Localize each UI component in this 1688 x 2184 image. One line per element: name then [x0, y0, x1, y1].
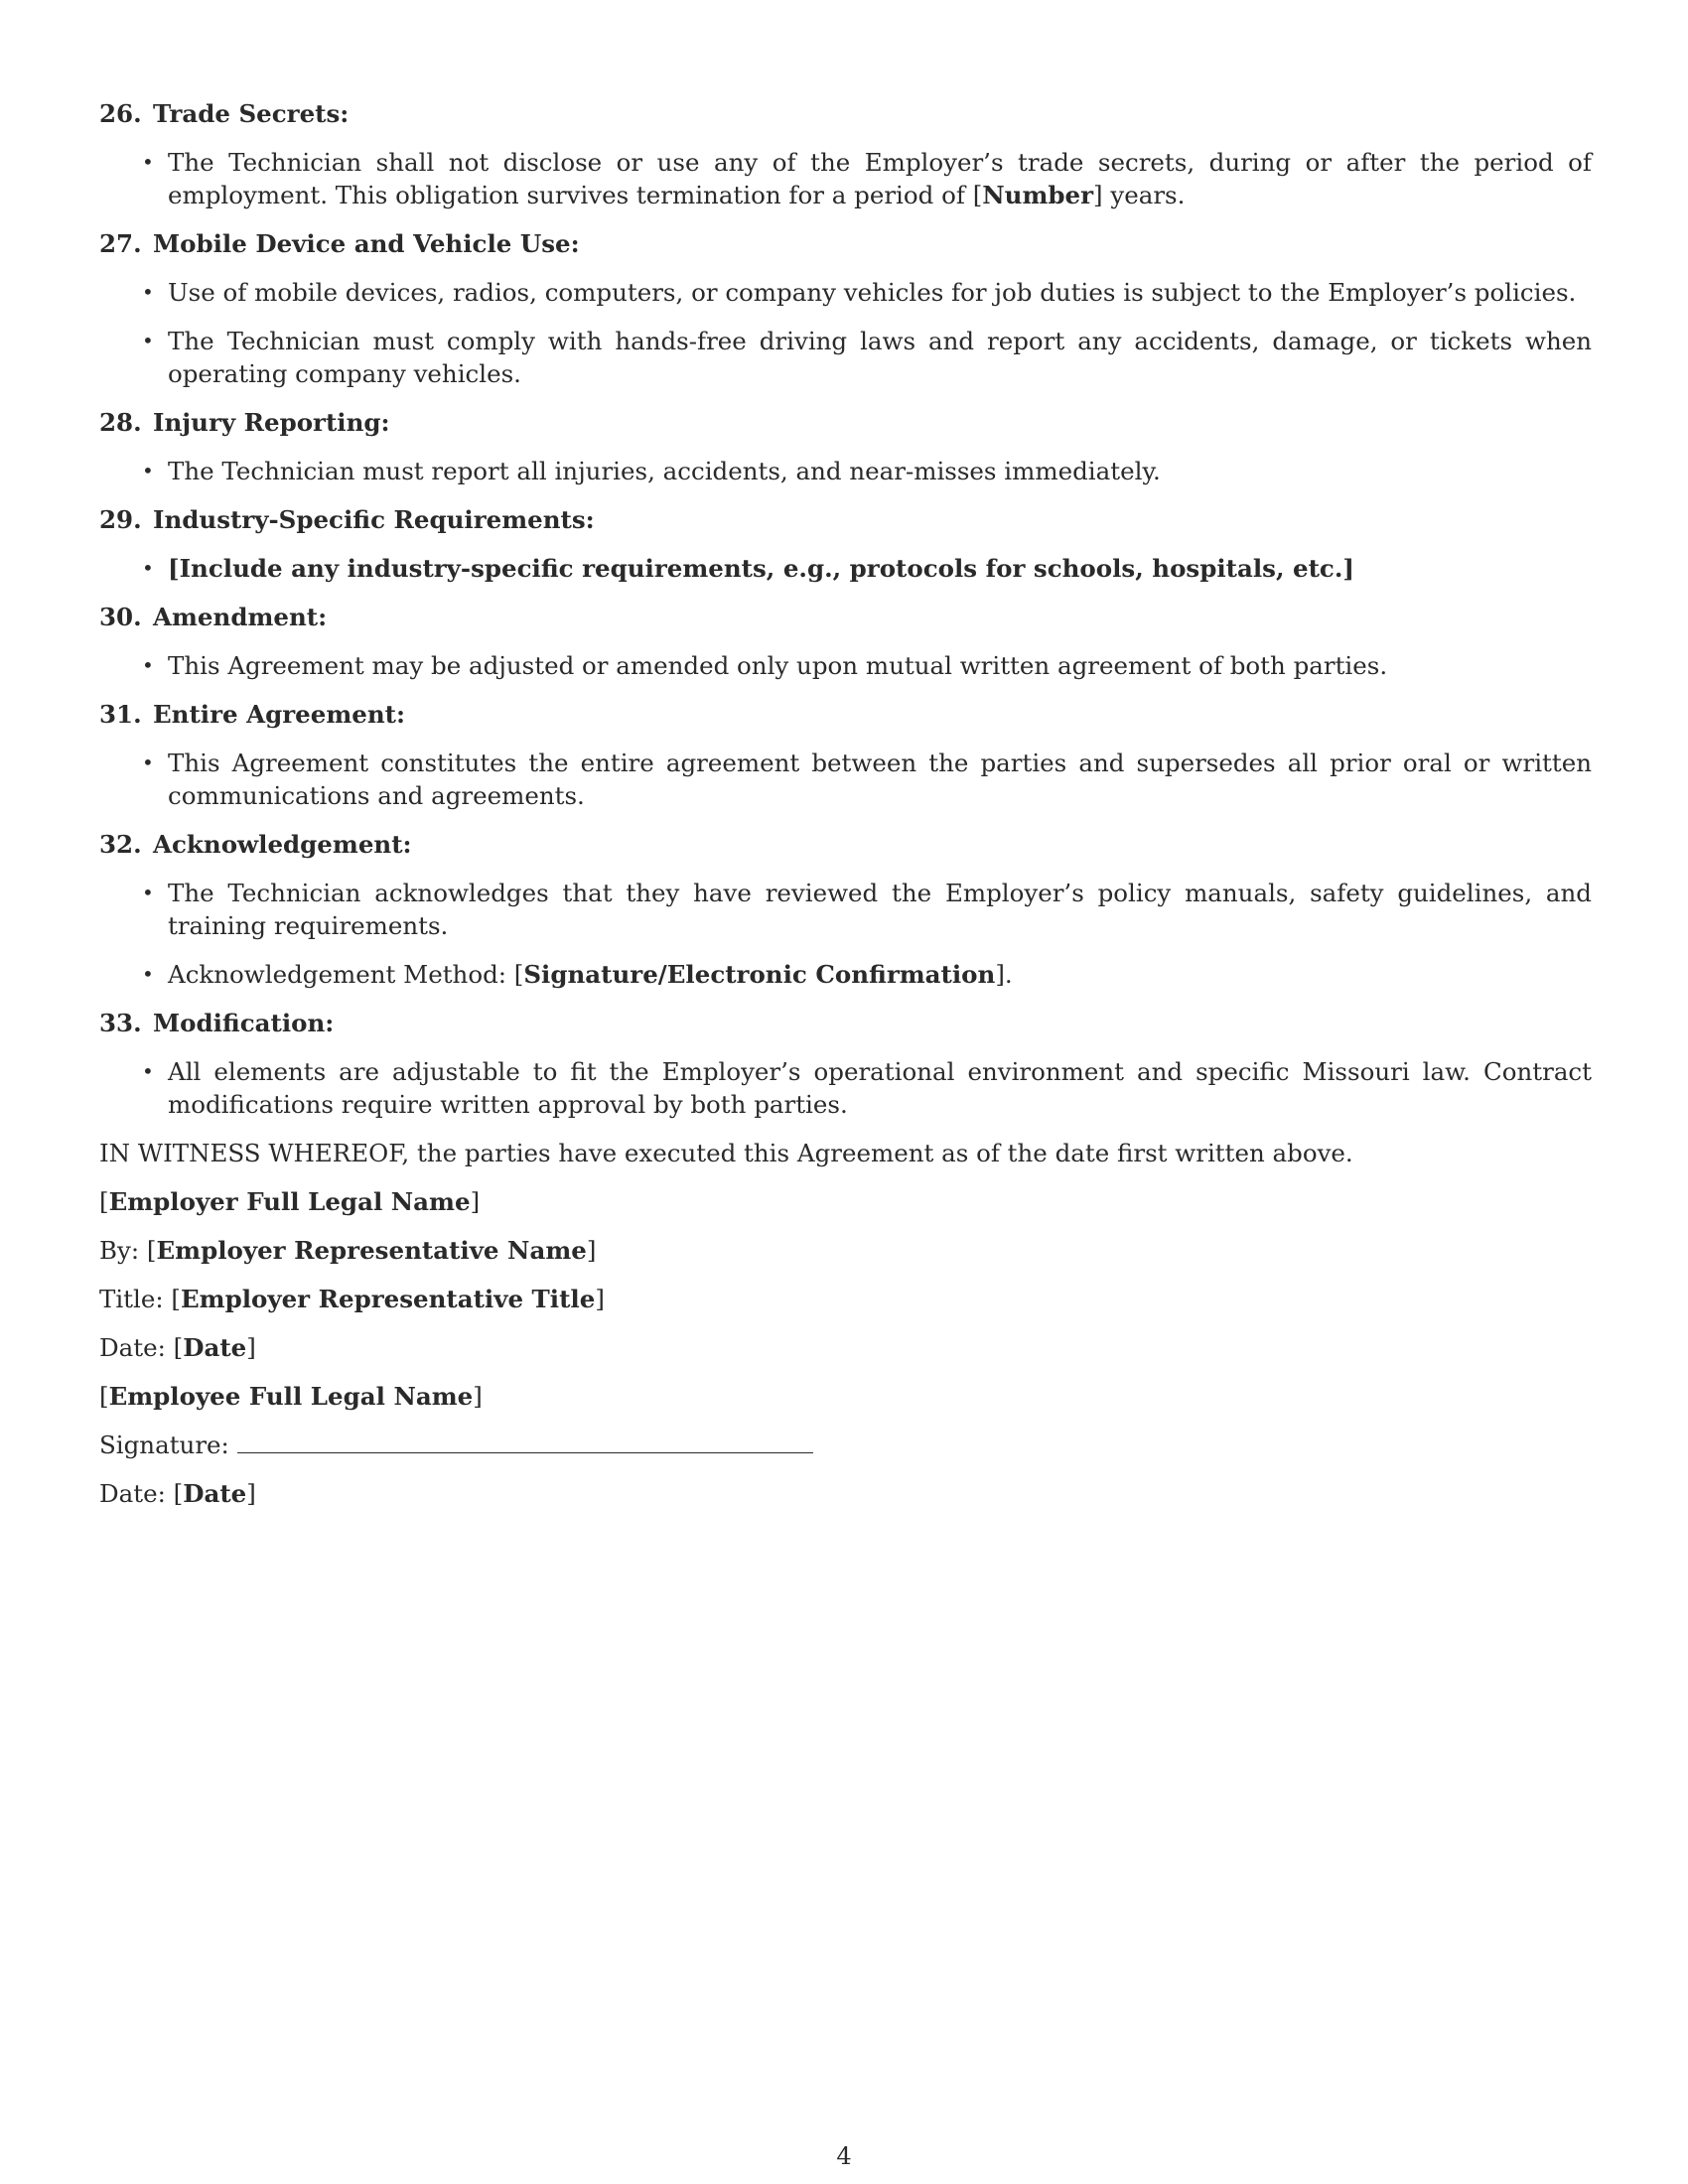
- section-heading-32: [99, 828, 1592, 861]
- section-26-items: [99, 146, 1592, 211]
- employer-date: Date: [183, 1333, 247, 1362]
- list-item: • This Agreement constitutes the entire agreement between the parties and supersedes all prior oral or written communications and agreements.: [142, 749, 1592, 810]
- section-title: Industry-Specific Requirements:: [153, 505, 595, 534]
- witness-statement: IN WITNESS WHEREOF, the parties have executed this Agreement as of the date first written above.: [99, 1139, 1353, 1167]
- bullet-icon: •: [142, 1059, 154, 1083]
- list-item: • Acknowledgement Method: [Signature/Electronic Confirmation].: [142, 960, 1013, 989]
- bullet-icon: •: [142, 459, 154, 482]
- section-30-items: [99, 649, 1592, 682]
- employer-title-line: Title: [Employer Representative Title]: [99, 1285, 605, 1313]
- section-31-items: [99, 747, 1592, 812]
- list-item: • The Technician must report all injuries, accidents, and near-misses immediately.: [142, 457, 1161, 485]
- section-title: Acknowledgement:: [153, 830, 412, 859]
- section-33-items: [99, 1055, 1592, 1121]
- bullet-icon: •: [142, 329, 154, 352]
- section-number: 32.: [99, 830, 142, 859]
- section-heading-29: [99, 503, 1592, 536]
- list-item: • This Agreement may be adjusted or amended only upon mutual written agreement of both parties.: [142, 651, 1388, 680]
- employee-date-line: Date: [Date]: [99, 1479, 256, 1508]
- bullet-icon: •: [142, 962, 154, 986]
- bullet-icon: •: [142, 150, 154, 174]
- section-29-items: [99, 552, 1592, 585]
- list-item: • The Technician shall not disclose or use any of the Employer’s trade secrets, during or after the period of employment. This obligation survives termination for a period of [Number] years.: [142, 148, 1592, 209]
- section-heading-26: [99, 97, 1592, 130]
- section-heading-27: [99, 227, 1592, 260]
- bullet-icon: •: [142, 653, 154, 677]
- bullet-icon: •: [142, 881, 154, 904]
- bullet-icon: •: [142, 280, 154, 304]
- employer-by-line: By: [Employer Representative Name]: [99, 1236, 597, 1265]
- section-number: 27.: [99, 229, 142, 258]
- placeholder-number: Number: [982, 181, 1094, 209]
- section-title: Mobile Device and Vehicle Use:: [153, 229, 580, 258]
- employer-representative-name: Employer Representative Name: [156, 1236, 587, 1265]
- section-heading-28: [99, 406, 1592, 439]
- employee-name-line: [Employee Full Legal Name]: [99, 1382, 483, 1411]
- section-number: 30.: [99, 603, 142, 631]
- section-27-items: [99, 276, 1592, 390]
- section-title: Entire Agreement:: [153, 700, 406, 729]
- list-item: [99, 552, 1592, 585]
- list-item: • All elements are adjustable to fit the Employer’s operational environment and specific Missouri law. Contract modifications require written approval by both parties.: [142, 1057, 1592, 1119]
- section-title: Trade Secrets:: [153, 99, 350, 128]
- employee-date: Date: [183, 1479, 247, 1508]
- bullet-icon: •: [142, 751, 154, 774]
- bullet-icon: •: [142, 556, 154, 580]
- employer-date-line: Date: [Date]: [99, 1333, 256, 1362]
- list-item: • Use of mobile devices, radios, computers, or company vehicles for job duties is subject to the Employer’s policies.: [142, 278, 1577, 307]
- section-number: 31.: [99, 700, 142, 729]
- section-heading-30: [99, 601, 1592, 633]
- list-item: • The Technician must comply with hands-free driving laws and report any accidents, damage, or tickets when operating company vehicles.: [142, 327, 1592, 388]
- employer-full-legal-name: Employer Full Legal Name: [108, 1187, 471, 1216]
- employer-name-line: [Employer Full Legal Name]: [99, 1187, 481, 1216]
- employee-signature-line: Signature:: [99, 1429, 1592, 1461]
- section-32-items: [99, 877, 1592, 991]
- acknowledgement-method-placeholder: Signature/Electronic Confirmation: [523, 960, 996, 989]
- signature-blank[interactable]: [237, 1431, 813, 1453]
- list-item: • The Technician acknowledges that they have reviewed the Employer’s policy manuals, safety guidelines, and training requirements.: [142, 879, 1592, 940]
- section-title: Modification:: [153, 1009, 335, 1037]
- section-28-items: [99, 455, 1592, 487]
- section-heading-31: [99, 698, 1592, 731]
- page-number: 4: [836, 2142, 852, 2170]
- document-page: [99, 97, 1592, 1526]
- section-number: 28.: [99, 408, 142, 437]
- section-title: Injury Reporting:: [153, 408, 390, 437]
- section-number: 33.: [99, 1009, 142, 1037]
- employer-representative-title: Employer Representative Title: [180, 1285, 596, 1313]
- section-title: Amendment:: [153, 603, 328, 631]
- industry-requirements-placeholder: [Include any industry-specific requirements, e.g., protocols for schools, hospitals, etc.]: [168, 554, 1354, 583]
- section-number: 29.: [99, 505, 142, 534]
- employee-full-legal-name: Employee Full Legal Name: [108, 1382, 474, 1411]
- section-heading-33: [99, 1007, 1592, 1039]
- section-number: 26.: [99, 99, 142, 128]
